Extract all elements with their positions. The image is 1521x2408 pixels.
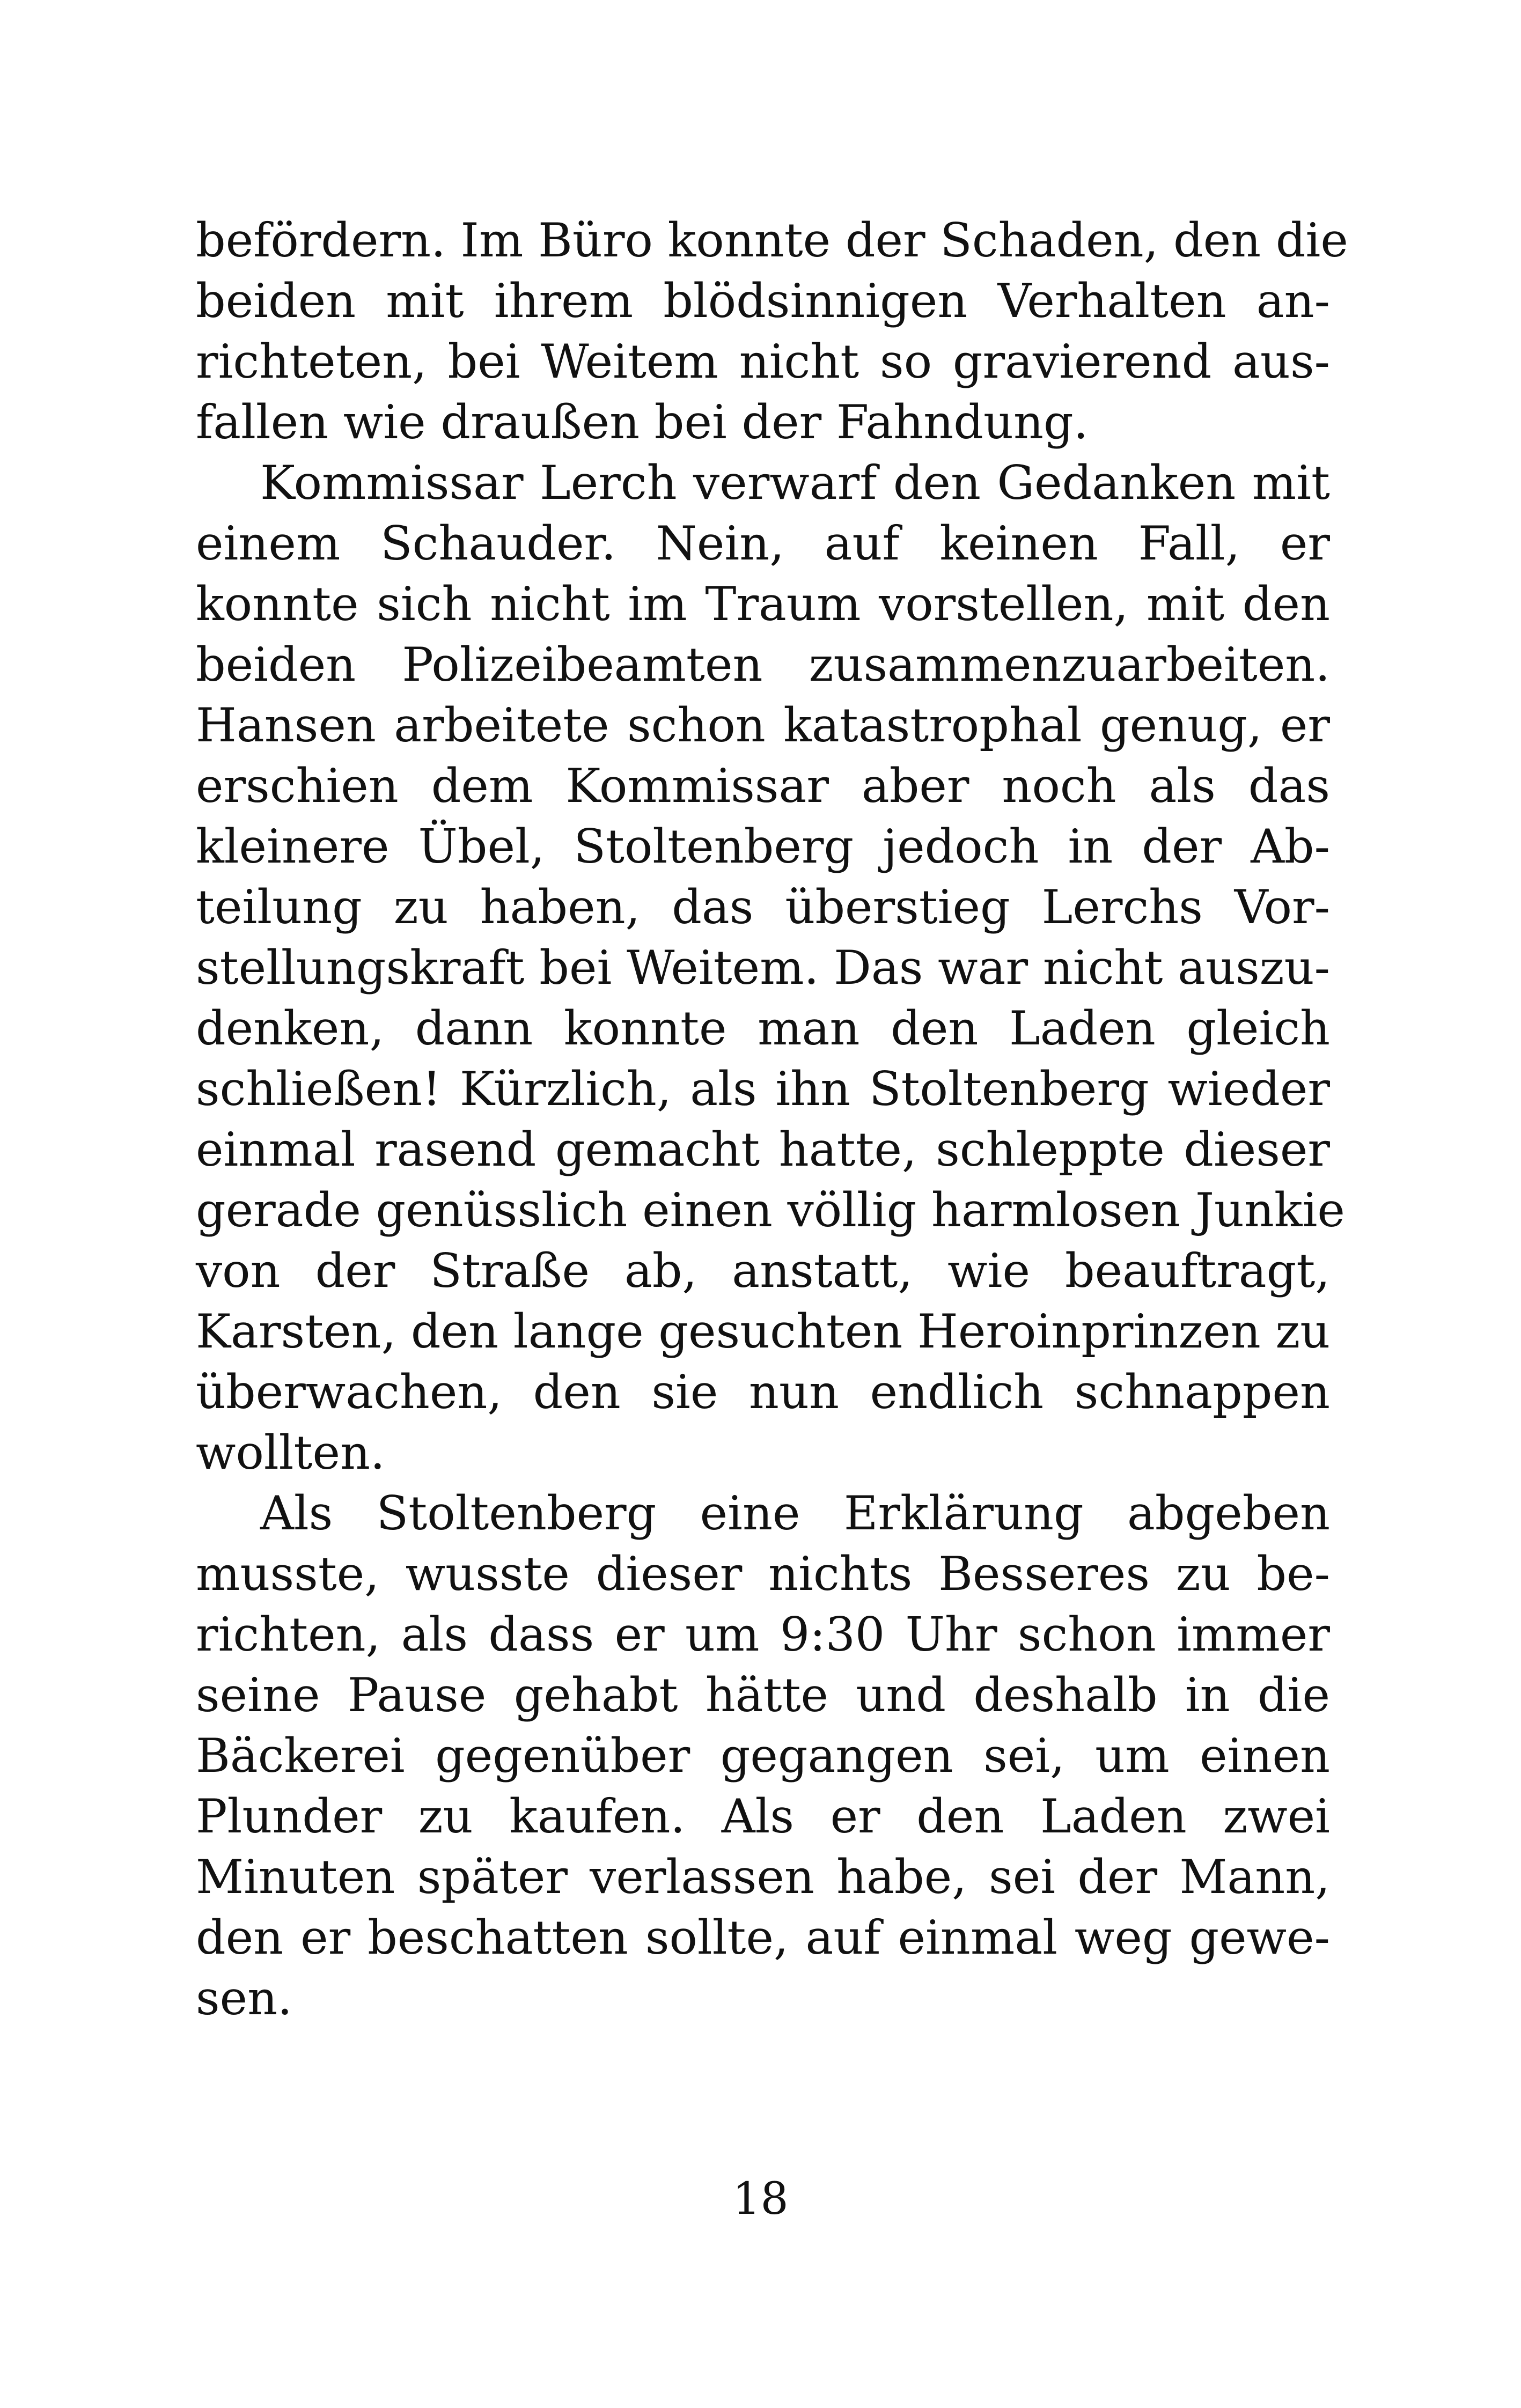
text-line: gerade genüsslich einen völlig harmlosen Junkie [196,1183,1345,1238]
text-line: schließen! Kürzlich, als ihn Stoltenberg wieder [196,1062,1330,1116]
text-line: erschien dem Kommissar aber noch als das [196,759,1330,813]
text-line: seine Pause gehabt hätte und deshalb in die [196,1668,1330,1722]
text-line: Bäckerei gegenüber gegangen sei, um einen [196,1728,1330,1783]
text-line: Minuten später verlassen habe, sei der Mann, [196,1850,1330,1904]
text-line: einem Schauder. Nein, auf keinen Fall, er [196,516,1330,571]
text-line: stellungskraft bei Weitem. Das war nicht auszu- [196,940,1330,995]
text-line: kleinere Übel, Stoltenberg jedoch in der Ab- [196,819,1330,874]
text-line: Hansen arbeitete schon katastrophal genug, er [196,698,1330,753]
text-line: Als Stoltenberg eine Erklärung abgeben [260,1486,1330,1541]
text-line: den er beschatten sollte, auf einmal weg gewe- [196,1910,1330,1965]
text-line: fallen wie draußen bei der Fahndung. [196,395,1089,450]
text-line: richteten, bei Weitem nicht so gravierend aus- [196,334,1330,389]
text-line: von der Straße ab, anstatt, wie beauftragt, [196,1243,1330,1298]
text-line: richten, als dass er um 9:30 Uhr schon immer [196,1607,1330,1662]
text-line: beiden mit ihrem blödsinnigen Verhalten an- [196,274,1330,328]
text-line: befördern. Im Büro konnte der Schaden, den die [196,213,1348,268]
text-line: konnte sich nicht im Traum vorstellen, mit den [196,577,1330,631]
page-number: 18 [732,2174,789,2225]
text-line: Plunder zu kaufen. Als er den Laden zwei [196,1789,1330,1844]
text-line: Kommissar Lerch verwarf den Gedanken mit [260,455,1330,510]
text-line: denken, dann konnte man den Laden gleich [196,1001,1330,1056]
text-line: musste, wusste dieser nichts Besseres zu be- [196,1547,1330,1601]
body-text [196,210,1348,2029]
text-line: überwachen, den sie nun endlich schnappen [196,1365,1330,1419]
text-line: einmal rasend gemacht hatte, schleppte dieser [196,1122,1330,1177]
text-line: sen. [196,1971,292,2026]
text-line: beiden Polizeibeamten zusammenzuarbeiten. [196,637,1330,692]
text-line: teilung zu haben, das überstieg Lerchs Vor- [196,880,1330,934]
text-line: Karsten, den lange gesuchten Heroinprinzen zu [196,1304,1331,1359]
text-line: wollten. [196,1425,385,1480]
